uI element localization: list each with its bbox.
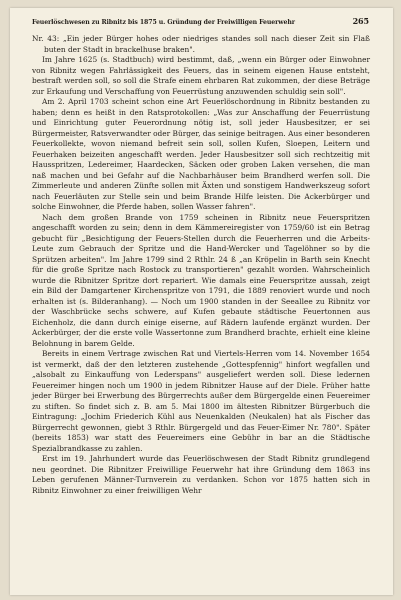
running-title: Feuerlöschwesen zu Ribnitz bis 1875 u. Gründung der Freiwilligen Feuerwehr: [32, 19, 295, 26]
page-body: [32, 34, 370, 496]
paragraph: Nr. 43: „Ein jeder Bürger hohes oder niedriges standes soll nach dieser Zeit sin Flaß buten der Stadt in brackelhuse braken".: [32, 34, 370, 54]
paragraph: Im Jahre 1625 (s. Stadtbuch) wird bestimmt, daß, „wenn ein Bürger oder Einwohner von Ribnitz wegen Fahrlässigkeit des Feuers, das in seinem eigenen Hause entsteht, bestraft werden soll, so soll die Strafe einem ehrbaren Rat zukommen, der diese Beträge zur Erkaufung und Verschaffung von Feuerrüstung anzuwenden schuldig sein soll".: [32, 55, 370, 96]
paragraph: Am 2. April 1703 scheint schon eine Art Feuerlöschordnung in Ribnitz bestanden zu haben; denn es heißt in den Ratsprotokollen: „Was zur Anschaffung der Feuerrüstung und Einrichtung guter Feuerordnung nötig ist, soll jeder Hausbesitzer, er sei Bürgermeister, Ratsverwandter oder Bürger, das seinige beitragen. Aus einer besonderen Feuerkollekte, wovon niemand befreit sein soll, sollen Kufen, Sloepen, Leitern und Feuerhaken beizeiten angeschafft werden. Jeder Hausbesitzer soll sich rechtzeitig mit Hausspritzen, Ledereimer, Haardecken, Säcken oder groben Laken versehen, die man naß machen und bei Gefahr auf die Nachbarhäuser beim Brandherd werfen soll. Die Zimmerleute und anderen Zünfte sollen mit Äxten und sonstigem Handwerkszeug sofort nach Feuerläuten zur Stelle sein und beim Brande Hilfe leisten. Die Ackerbürger und solche Einwohner, die Pferde haben, sollen Wasser fahren".: [32, 97, 370, 211]
paragraph: Nach dem großen Brande von 1759 scheinen in Ribnitz neue Feuerspritzen angeschafft worden zu sein; denn in dem Kämmereiregister von 1759/60 ist ein Betrag gebucht für „Besichtigung der Feuers-Stellen durch die Feuerherren und die Arbeits-Leute zum Gebrauch der Spritze und die Hand-Wercker und Tagelöhner so by die Sprützen arbeiten". Im Jahre 1799 sind 2 Rthlr. 24 ß „an Kröpelin in Barth sein Knecht für die große Spritze nach Rostock zu transportieren" gezahlt worden. Wahrscheinlich wurde die Ribnitzer Spritze dort repariert. Wie damals eine Feuerspritze aussah, zeigt ein Bild der Damgartener Kirchenspritze von 1791, die 1889 renoviert wurde und noch erhalten ist (s. Bilderanhang). — Noch um 1900 standen in der Seeallee zu Ribnitz vor der Waschbrücke sechs schwere, auf Kufen gebaute städtische Feuertonnen aus Eichenholz, die dann durch einige eiserne, auf Rädern laufende ergänzt wurden. Der Ackerbürger, der die erste volle Wassertonne zum Brandherd brachte, erhielt eine kleine Belohnung in barem Gelde.: [32, 212, 370, 348]
book-page: [10, 8, 393, 595]
paragraph: Erst im 19. Jahrhundert wurde das Feuerlöschwesen der Stadt Ribnitz grundlegend neu geordnet. Die Ribnitzer Freiwillige Feuerwehr hat ihre Gründung dem 1863 ins Leben gerufenen Männer-Turnverein zu verdanken. Schon vor 1875 hatten sich in Ribnitz Einwohner zu einer freiwilligen Wehr: [32, 454, 370, 495]
page-header: [32, 16, 369, 26]
page-number: 265: [352, 16, 369, 26]
paragraph: Bereits in einem Vertrage zwischen Rat und Viertels-Herren vom 14. November 1654 ist vermerkt, daß der den letzteren zustehende „Gottespfennig" hinfort wegfallen und „alsobalt zu Einkauffung von Lederspans" ausgeliefert werden soll. Diese ledernen Feuereimer hingen noch um 1900 in jedem Ribnitzer Hause auf der Diele. Früher hatte jeder Bürger bei Erwerbung des Bürgerrechts außer dem Bürgergelde einen Feuereimer zu stiften. So findet sich z. B. am 5. Mai 1800 im ältesten Ribnitzer Bürgerbuch die Eintragung: „Jochim Friederich Kühl aus Neuenkalden (Neukalen) hat als Fischer das Bürgerrecht gewonnen, giebt 3 Rthlr. Bürgergeld und das Feuer-Eimer Nr. 780". Später (bereits 1853) war statt des Feuereimers eine Gebühr in bar an die Städtische Spezialbrandkasse zu zahlen.: [32, 349, 370, 453]
